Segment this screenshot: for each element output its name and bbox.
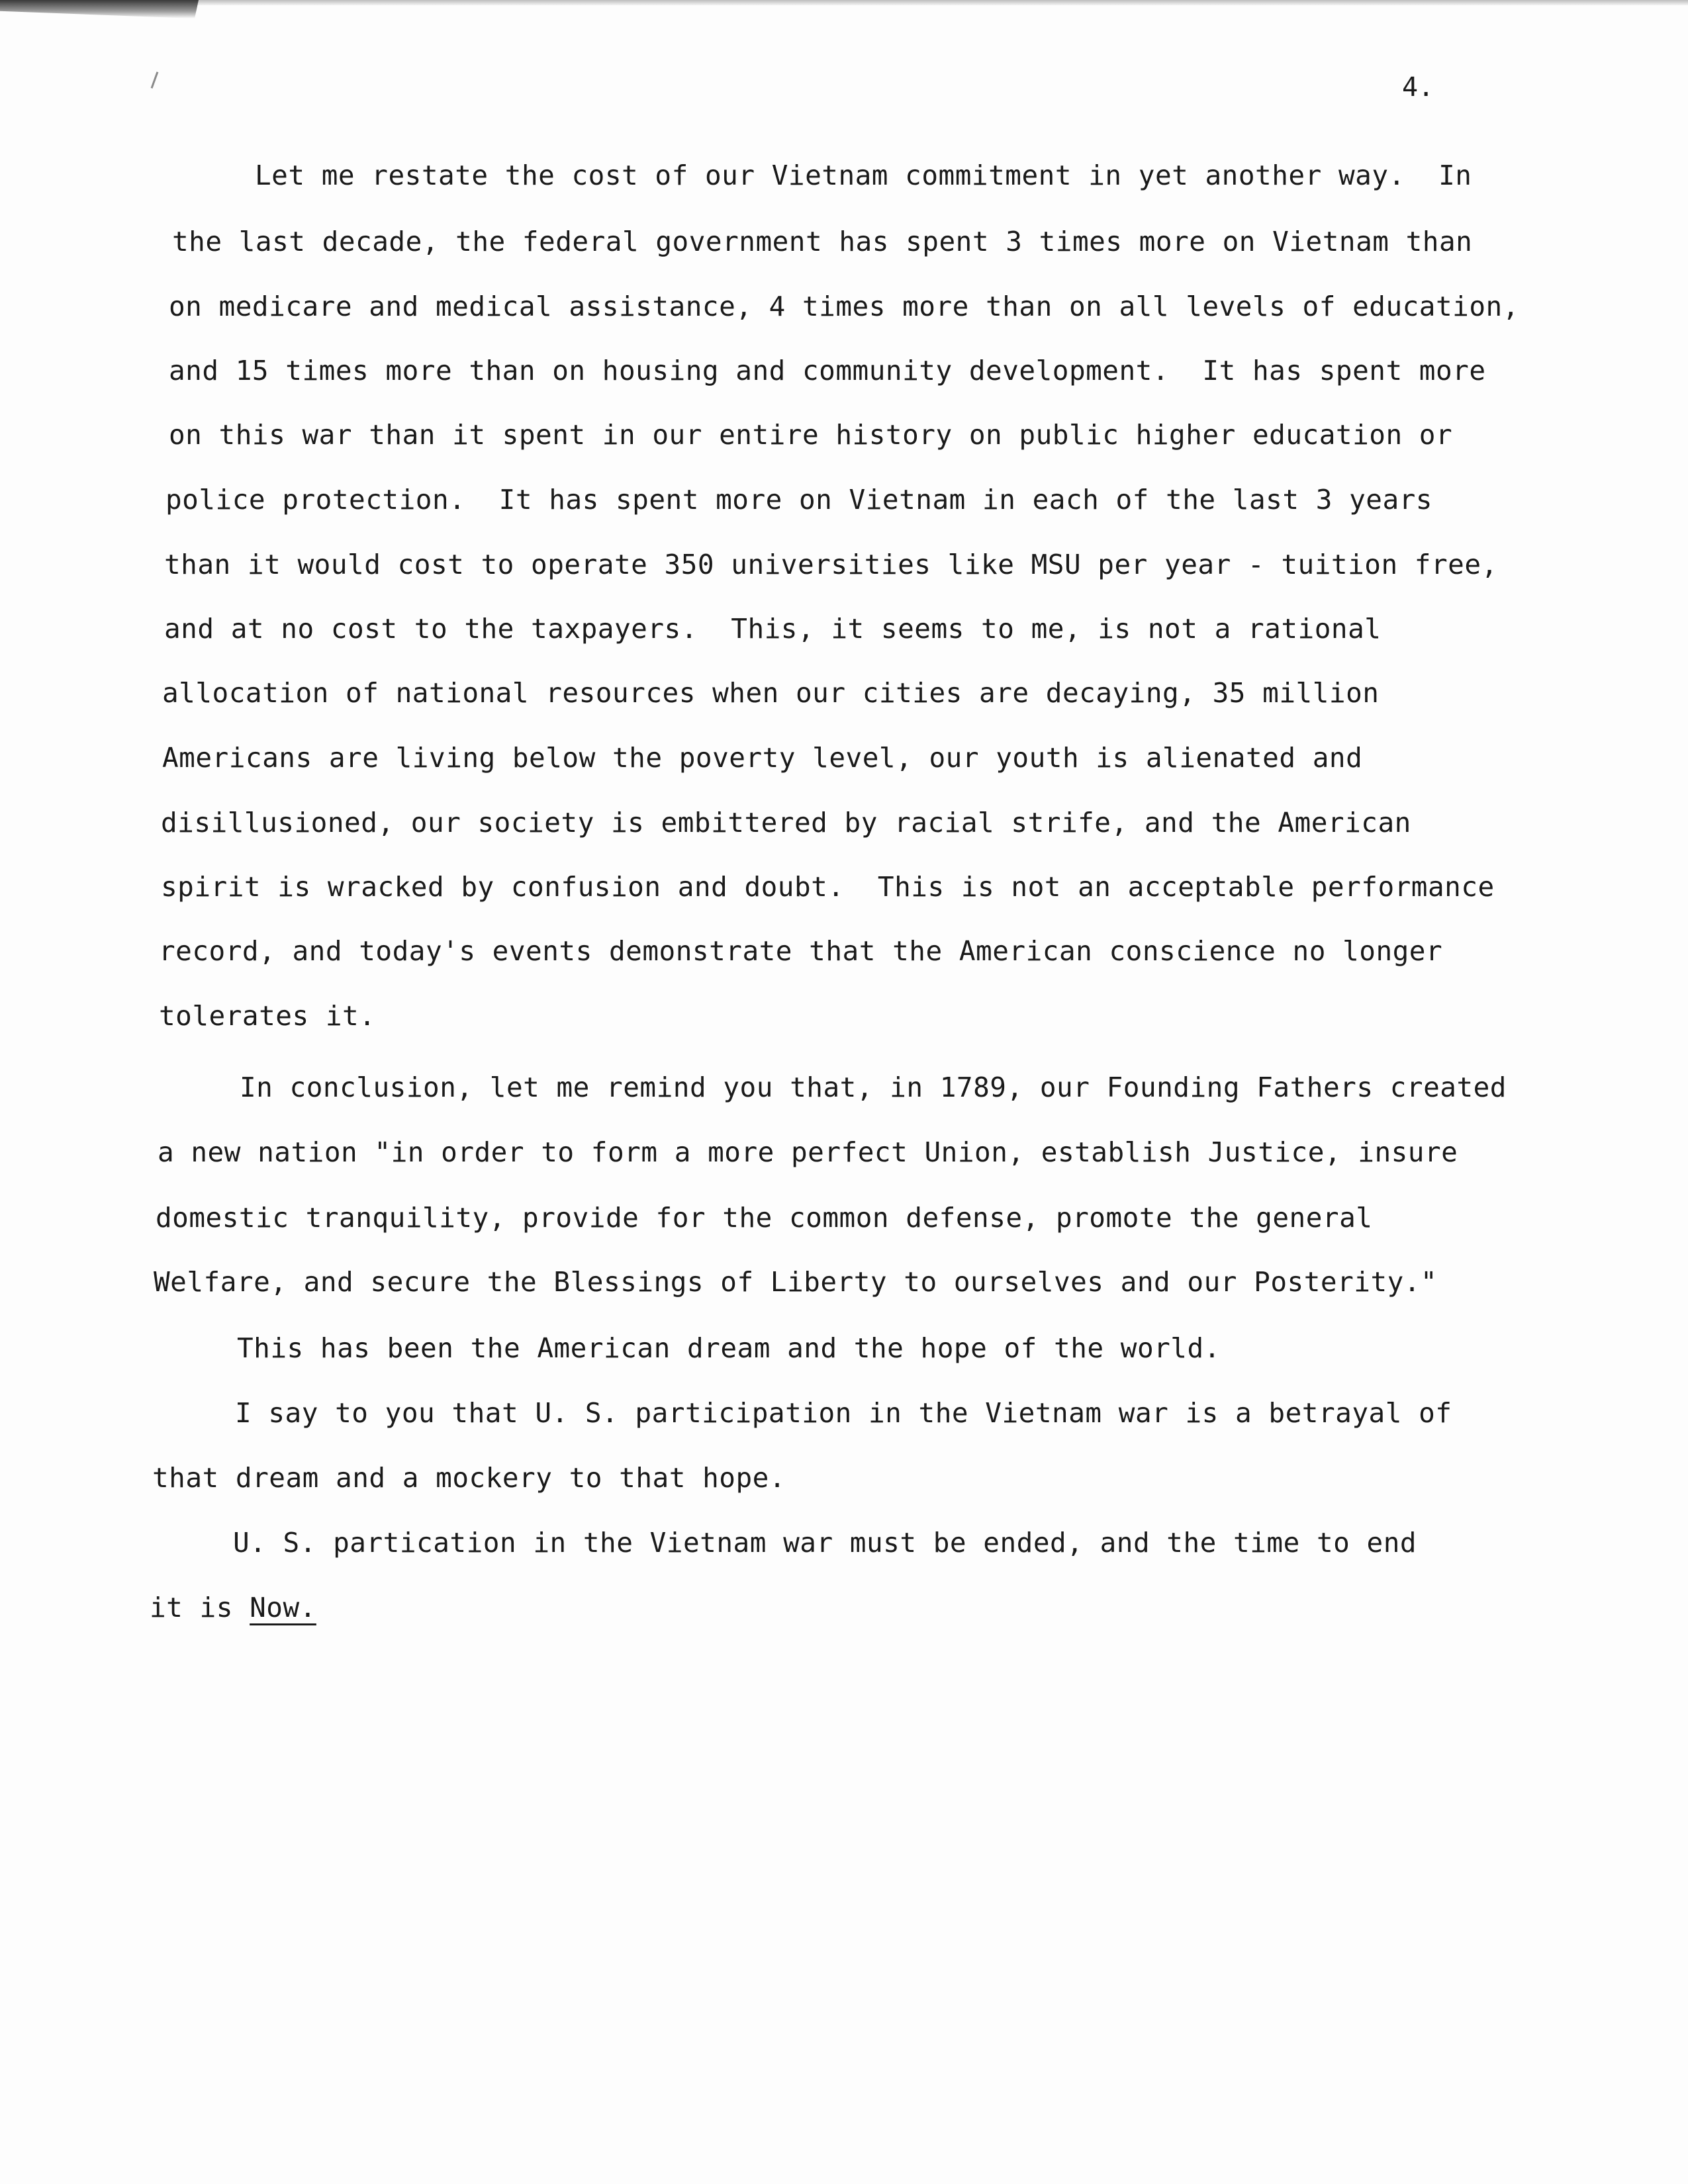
emphasis-now: Now. — [250, 1592, 316, 1623]
text-line: Americans are living below the poverty level, our youth is alienated and — [162, 742, 1363, 774]
text-line: police protection. It has spent more on Vietnam in each of the last 3 years — [165, 484, 1432, 516]
text-line: This has been the American dream and the hope of the world. — [237, 1332, 1221, 1364]
text-line: In conclusion, let me remind you that, in 1789, our Founding Fathers created — [240, 1071, 1507, 1103]
final-line-prefix: it is — [150, 1592, 250, 1623]
text-line: U. S. partication in the Vietnam war must be ended, and the time to end — [233, 1527, 1417, 1559]
text-line: a new nation "in order to form a more perfect Union, establish Justice, insure — [158, 1136, 1458, 1168]
text-line: and 15 times more than on housing and community development. It has spent more — [169, 355, 1486, 387]
text-line: Welfare, and secure the Blessings of Liberty to ourselves and our Posterity." — [154, 1266, 1438, 1298]
text-line: allocation of national resources when our cities are decaying, 35 million — [162, 677, 1380, 709]
text-line: than it would cost to operate 350 universities like MSU per year - tuition free, — [164, 549, 1498, 580]
text-line: that dream and a mockery to that hope. — [152, 1462, 786, 1494]
text-line: and at no cost to the taxpayers. This, it seems to me, is not a rational — [164, 613, 1382, 645]
text-line: on this war than it spent in our entire history on public higher education or — [169, 419, 1453, 451]
text-line: spirit is wracked by confusion and doubt. This is not an acceptable performance — [161, 871, 1495, 903]
text-line: I say to you that U. S. participation in the Vietnam war is a betrayal of — [235, 1397, 1452, 1429]
text-line: tolerates it. — [159, 1000, 376, 1032]
text-line: domestic tranquility, provide for the common defense, promote the general — [156, 1202, 1373, 1234]
text-line: disillusioned, our society is embittered by racial strife, and the American — [161, 807, 1411, 839]
text-line: the last decade, the federal government has spent 3 times more on Vietnam than — [172, 226, 1473, 257]
text-line: Let me restate the cost of our Vietnam commitment in yet another way. In — [255, 159, 1472, 191]
text-line-final — [150, 1591, 316, 1624]
text-line: on medicare and medical assistance, 4 times more than on all levels of education, — [169, 291, 1519, 322]
scan-corner-shadow — [0, 0, 199, 19]
page-number: 4. — [1402, 72, 1434, 103]
scan-top-edge — [0, 0, 1688, 5]
text-line: record, and today's events demonstrate that the American conscience no longer — [159, 935, 1443, 967]
scan-mark — [151, 71, 159, 88]
